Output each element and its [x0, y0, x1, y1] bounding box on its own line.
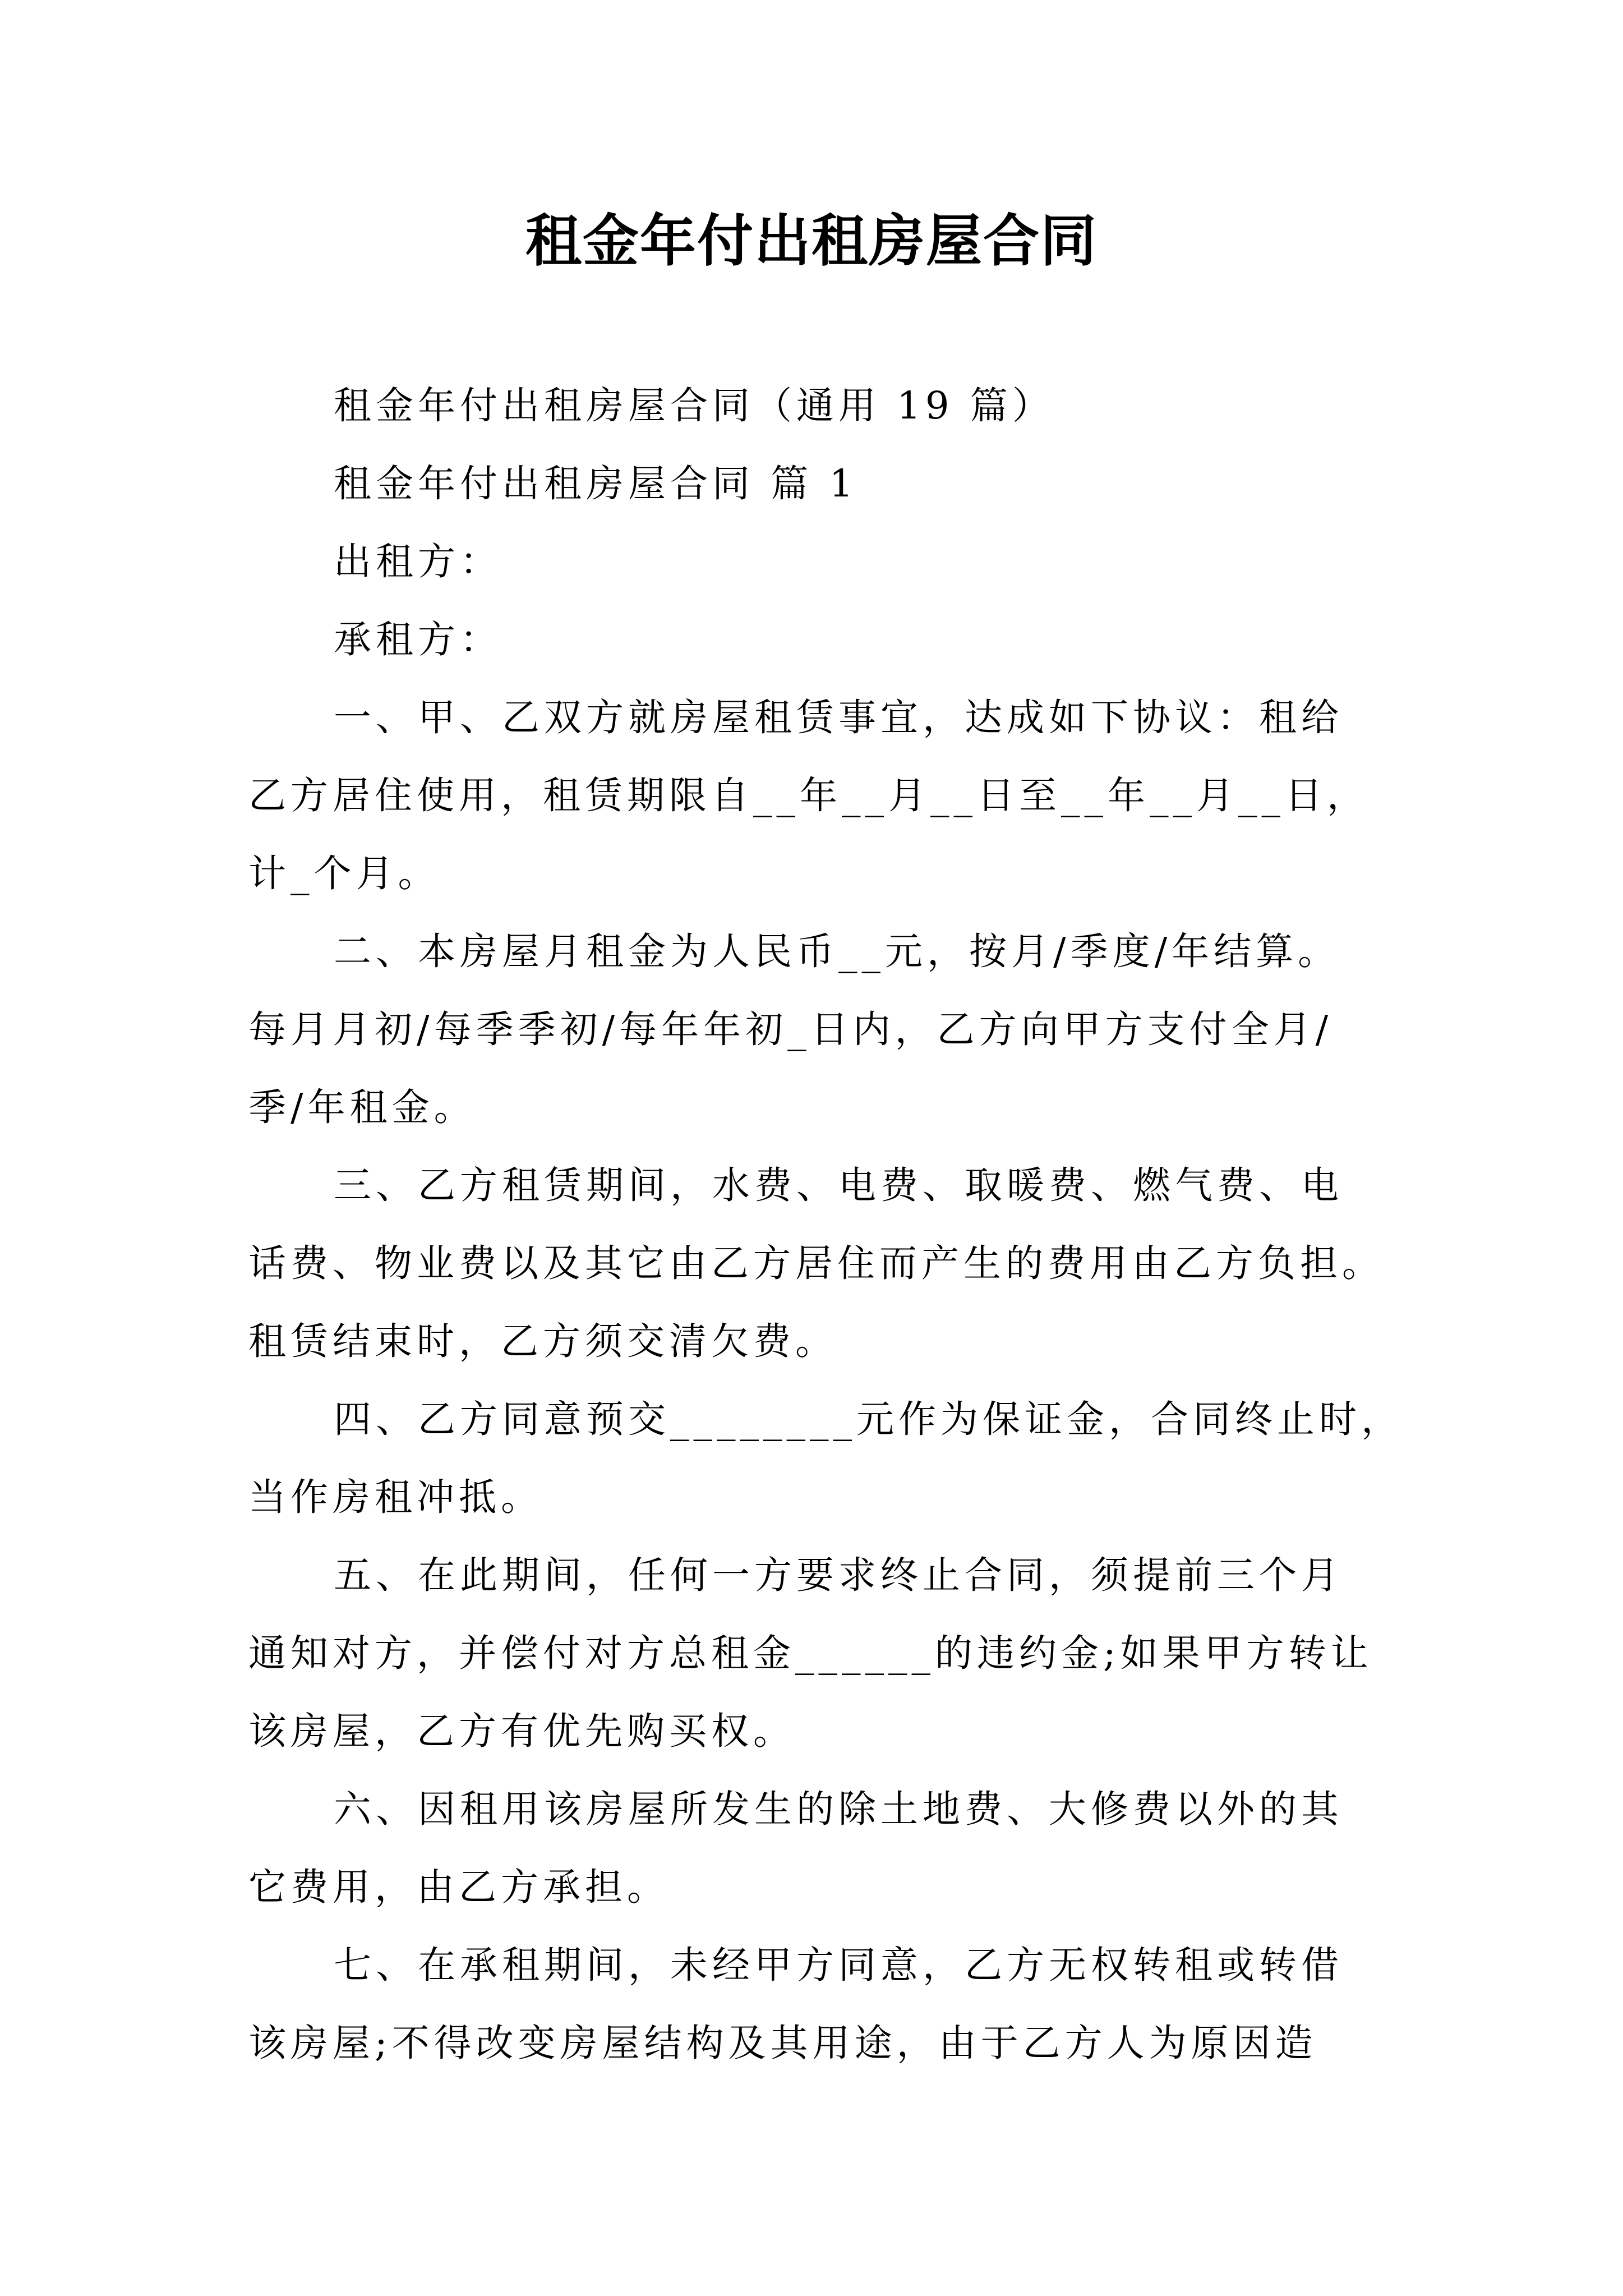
clause-line: 乙方居住使用，租赁期限自__年__月__日至__年__月__日， [248, 774, 1369, 817]
clause-line: 该房屋，乙方有优先购买权。 [248, 1709, 795, 1753]
clause-line: 话费、物业费以及其它由乙方居住而产生的费用由乙方负担。 [248, 1241, 1384, 1285]
clause-3 [248, 1147, 1387, 1381]
clause-1 [248, 679, 1387, 913]
clause-2 [248, 913, 1387, 1147]
lessor-label: 出租方： [334, 540, 502, 583]
clause-line: 七、在承租期间，未经甲方同意，乙方无权转租或转借 [334, 1943, 1343, 1987]
clause-line: 当作房租冲抵。 [248, 1475, 543, 1519]
clause-line: 六、因租用该房屋所发生的除土地费、大修费以外的其 [334, 1787, 1343, 1831]
lessee-label: 承租方： [334, 618, 502, 661]
clause-line: 一、甲、乙双方就房屋租赁事宜，达成如下协议：租给 [334, 696, 1343, 739]
clause-line: 三、乙方租赁期间，水费、电费、取暖费、燃气费、电 [334, 1163, 1343, 1207]
clause-line: 季/年租金。 [248, 1085, 476, 1129]
document-subtitle: 租金年付出租房屋合同（通用 19 篇） [334, 384, 1054, 427]
clause-5 [248, 1536, 1387, 1770]
clause-line: 计_个月。 [248, 852, 440, 895]
clause-line: 它费用，由乙方承担。 [248, 1865, 669, 1909]
clause-line: 租赁结束时，乙方须交清欠费。 [248, 1319, 837, 1363]
clause-line: 二、本房屋月租金为人民币__元，按月/季度/年结算。 [334, 930, 1340, 973]
clause-line: 四、乙方同意预交________元作为保证金，合同终止时， [334, 1397, 1403, 1441]
clause-line: 五、在此期间，任何一方要求终止合同，须提前三个月 [334, 1553, 1343, 1597]
clause-line: 该房屋;不得改变房屋结构及其用途，由于乙方人为原因造 [248, 2021, 1317, 2065]
section-heading: 租金年付出租房屋合同 篇 1 [334, 462, 858, 505]
clause-line: 每月月初/每季季初/每年年初_日内，乙方向甲方支付全月/ [248, 1007, 1333, 1051]
document-body [248, 367, 1403, 2082]
document-title: 租金年付出租房屋合同 [525, 208, 1098, 274]
clause-7 [248, 1926, 1387, 2082]
clause-4 [248, 1381, 1403, 1536]
clause-line: 通知对方，并偿付对方总租金______的违约金;如果甲方转让 [248, 1631, 1373, 1675]
clause-6 [248, 1770, 1387, 1926]
